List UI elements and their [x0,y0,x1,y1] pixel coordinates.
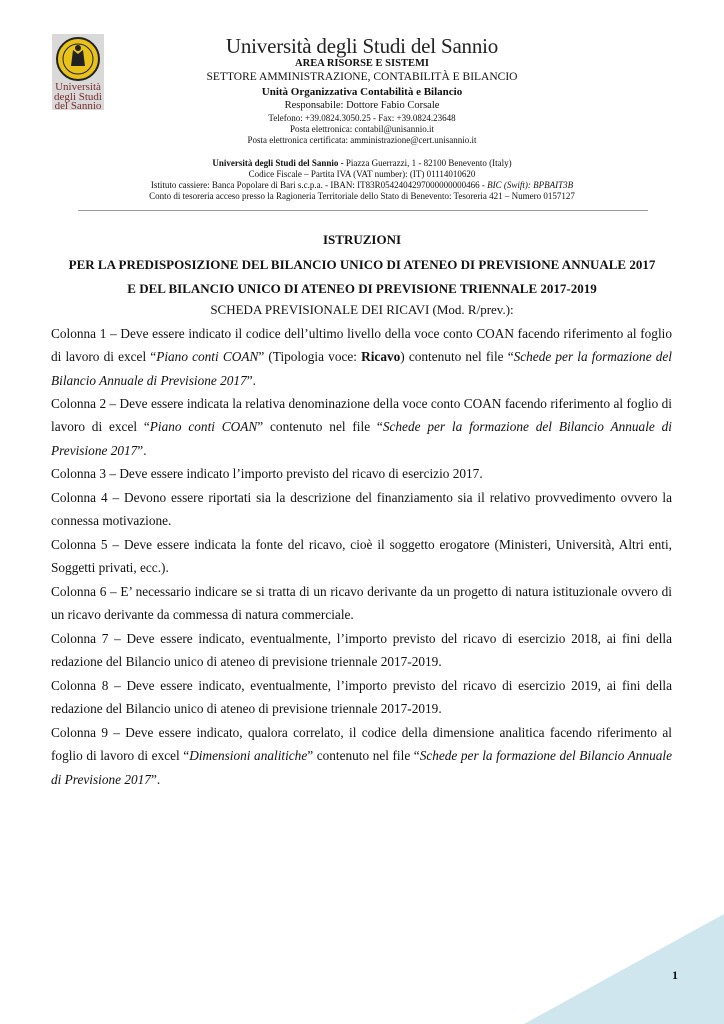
paragraph-colonna-8: Colonna 8 – Deve essere indicato, eventualmente, l’importo previsto del ricavo di esercizio 2019, ai fini della redazione del Bilancio unico di ateneo di previsione triennale 2017-2019. [51,678,672,717]
page-number: 1 [672,968,678,982]
page-corner-decoration [524,914,724,1024]
p1-a: Colonna 1 – Deve essere indicato il codice dell’ultimo livello della voce conto COAN facendo riferimento al foglio di lavoro di excel “ [51,326,672,365]
paragraph-colonna-5: Colonna 5 – Deve essere indicata la fonte del ricavo, cioè il soggetto erogatore (Ministeri, Università, Altri enti, Soggetti privati, ecc.). [51,537,672,576]
posta-elettronica: Posta elettronica: contabil@unisannio.it [289,124,434,134]
university-address-street: Piazza Guerrazzi, 1 - 82100 Benevento (Italy) [343,158,512,168]
bic-code: BIC (Swift): BPBAIT3B [487,180,574,190]
university-seal-icon [55,36,101,82]
p1-d: Ricavo [361,349,401,365]
area-name: AREA RISORSE E SISTEMI [295,58,429,69]
paragraph-colonna-1 [51,322,672,392]
scheda-heading: SCHEDA PREVISIONALE DEI RICAVI (Mod. R/prev.): [210,302,514,317]
responsabile: Responsabile: Dottore Fabio Corsale [284,100,440,111]
logo-text-line3: del Sannio [54,100,102,112]
p2-c: ” contenuto nel file “ [257,419,383,435]
paragraph-colonna-7: Colonna 7 – Deve essere indicato, eventualmente, l’importo previsto del ricavo di esercizio 2018, ai fini della redazione del Bilancio unico di ateneo di previsione triennale 2017-2019. [51,631,672,670]
unita-name: Unità Organizzativa Contabilità e Bilancio [261,86,463,98]
p9-e: ”. [150,771,161,787]
logo-text-line2: degli Studi [54,91,102,103]
paragraph-colonna-2 [51,392,672,462]
paragraph-colonna-3: Colonna 3 – Deve essere indicato l’importo previsto del ricavo di esercizio 2017. [51,466,483,481]
paragraph-colonna-4: Colonna 4 – Devono essere riportati sia la descrizione del finanziamento sia il relativo provvedimento ovvero la connessa motivazione. [51,490,672,529]
p9-c: ” contenuto nel file “ [307,748,420,764]
istituto-cassiere [100,180,624,190]
codice-fiscale: Codice Fiscale – Partita IVA (VAT number): (IT) 01114010620 [248,169,476,179]
p9-a: Colonna 9 – Deve essere indicato, qualora correlato, il codice della dimensione analitica facendo riferimento al foglio di lavoro di excel “ [51,725,672,764]
p1-g: ”. [246,372,256,388]
university-logo [52,34,104,110]
p1-f: Schede per la formazione del Bilancio Annuale di Previsione 2017 [51,349,672,388]
p9-b: Dimensioni analitiche [189,748,308,764]
paragraph-colonna-6: Colonna 6 – E’ necessario indicare se si tratta di un ricavo derivante da un progetto di natura istituzionale ovvero di un ricavo derivante da commessa di natura commerciale. [51,584,672,623]
p1-e: ) contenuto nel file “ [400,349,514,365]
doc-subtitle-1: PER LA PREDISPOSIZIONE DEL BILANCIO UNICO DI ATENEO DI PREVISIONE ANNUALE 2017 [68,257,656,272]
header-divider [78,210,648,211]
paragraph-colonna-9 [51,721,672,791]
university-address [100,158,624,168]
university-address-name: Università degli Studi del Sannio - [212,158,344,168]
settore-name: SETTORE AMMINISTRAZIONE, CONTABILITÀ E BILANCIO [206,71,518,83]
university-title: Università degli Studi del Sannio [225,34,499,58]
p2-e: ”. [137,442,147,458]
doc-subtitle-2: E DEL BILANCIO UNICO DI ATENEO DI PREVISIONE TRIENNALE 2017-2019 [127,281,597,296]
p1-c: ” (Tipologia voce: [258,349,362,365]
istituto-cassiere-iban: Istituto cassiere: Banca Popolare di Bari s.c.p.a. - IBAN: IT83R0542404297000000000466 - [150,180,488,190]
p2-b: Piano conti COAN [149,419,258,435]
conto-tesoreria: Conto di tesoreria acceso presso la Ragioneria Territoriale dello Stato di Benevento: Tesoreria 421 – Numero 0157127 [149,191,575,201]
p2-d: Schede per la formazione del Bilancio Annuale di Previsione 2017 [51,419,672,458]
posta-certificata: Posta elettronica certificata: amministrazione@cert.unisannio.it [247,135,477,145]
doc-title: ISTRUZIONI [322,232,402,247]
telefono: Telefono: +39.0824.3050.25 - Fax: +39.0824.23648 [268,113,456,123]
p1-b: Piano conti COAN [156,349,259,365]
p2-a: Colonna 2 – Deve essere indicata la relativa denominazione della voce conto COAN facendo riferimento al foglio di lavoro di excel “ [51,396,672,435]
logo-text-line1: Università [55,81,101,93]
p9-d: Schede per la formazione del Bilancio Annuale di Previsione 2017 [51,748,672,787]
